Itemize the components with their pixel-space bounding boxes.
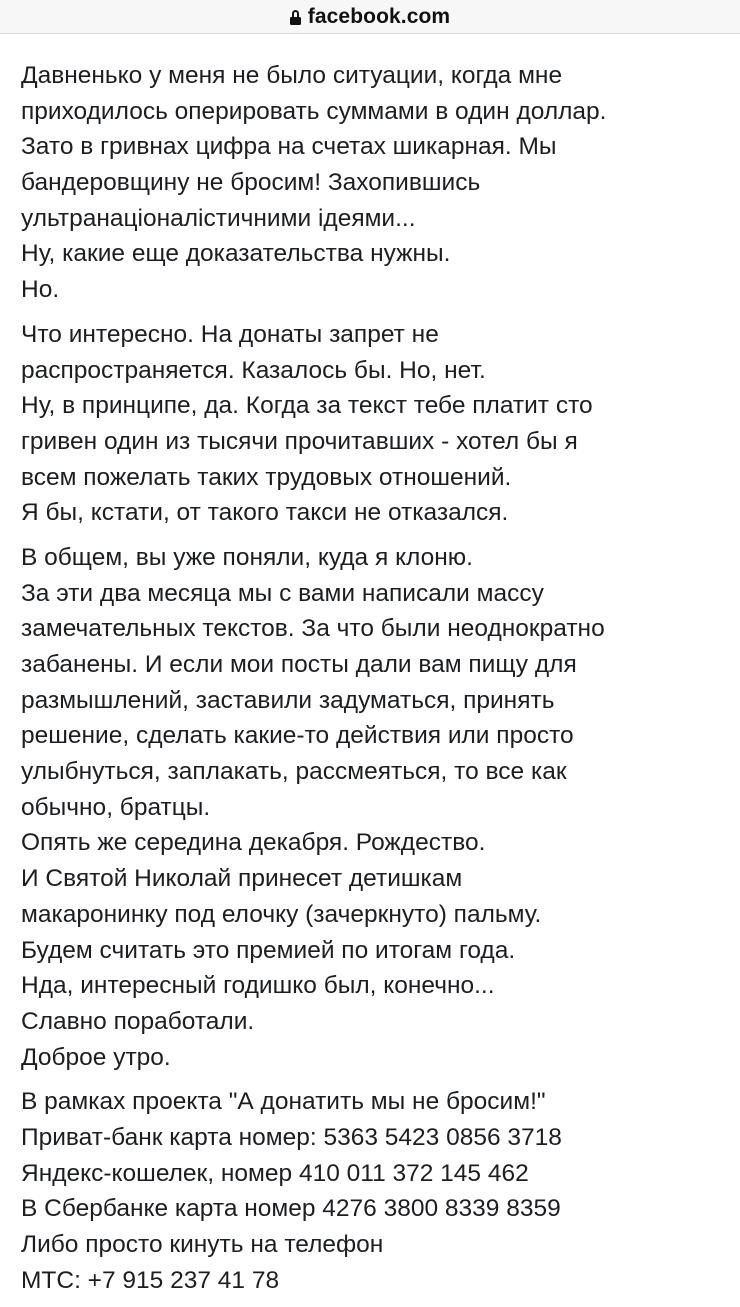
post-line: Доброе утро. [21,1043,171,1071]
post-line: бандеровщину не бросим! Захопившись [21,169,481,197]
post-line: Зато в гривнах цифра на счетах шикарная. Мы [21,133,557,161]
post-line: МТС: +7 915 237 41 78 [21,1266,280,1294]
post-line: Но. [21,276,60,304]
post-line: гривен один из тысячи прочитавших - хотел бы я [21,427,578,455]
post-line: забанены. И если мои посты дали вам пищу для [21,651,577,678]
post-line: распространяется. Казалось бы. Но, нет. [21,356,486,384]
post-line: Опять же середина декабря. Рождество. [21,829,486,857]
post-line: замечательных текстов. За что были неоднократно [21,615,605,643]
post-line: Я бы, кстати, от такого такси не отказался. [21,499,509,527]
post-line: решение, сделать какие-то действия или просто [21,722,574,750]
post-line: макаронинку под елочку (зачеркнуто) пальму. [21,900,542,928]
url-text: facebook.com [307,4,451,28]
post-line: улыбнуться, заплакать, рассмеяться, то все как [21,758,567,786]
post-line: размышлений, заставили задуматься, принять [21,686,555,714]
post-paragraph [21,540,736,1075]
post-line: И Святой Николай принесет детишкам [21,865,463,893]
post-line: Что интересно. На донаты запрет не [21,320,439,348]
address-bar-content[interactable] [290,5,450,29]
post-line: обычно, братцы. [21,793,211,821]
post-line: Ну, какие еще доказательства нужны. [21,240,451,268]
post-line: В Сбербанке карта номер 4276 3800 8339 8359 [21,1195,561,1223]
post-line: ультранаціоналістичними ідеями... [21,204,416,232]
post-line: За эти два месяца мы с вами написали массу [21,579,544,607]
post-line: В рамках проекта "А донатить мы не бросим!" [21,1088,546,1116]
post-line: Нда, интересный годишко был, конечно... [21,972,495,1000]
post-paragraph [21,58,736,308]
post-line: В общем, вы уже поняли, куда я клоню. [21,543,473,571]
post-text [21,58,736,1307]
post-line: Будем считать это премией по итогам года. [21,936,516,964]
browser-address-bar[interactable] [0,0,740,34]
post-line: Ну, в принципе, да. Когда за текст тебе платит сто [21,392,593,420]
lock-icon [290,10,301,25]
post-line: Приват-банк карта номер: 5363 5423 0856 3718 [21,1123,562,1151]
post-paragraph [21,1084,736,1298]
post-line: Либо просто кинуть на телефон [21,1231,384,1258]
post-line: приходилось оперировать суммами в один доллар. [21,97,607,125]
post-line: Давненько у меня не было ситуации, когда мне [21,62,563,89]
post-line: Яндекс-кошелек, номер 410 011 372 145 462 [21,1159,529,1187]
post-paragraph [21,317,736,531]
post-line: Славно поработали. [21,1007,255,1035]
post-line: всем пожелать таких трудовых отношений. [21,463,512,491]
